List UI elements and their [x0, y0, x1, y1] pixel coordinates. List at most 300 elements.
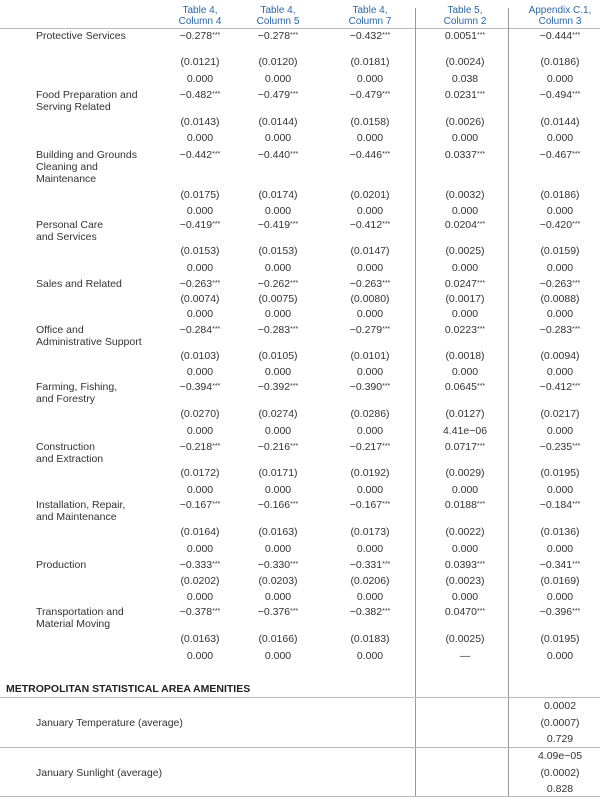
coefficient [515, 324, 600, 336]
coefficient [233, 559, 323, 571]
p-value: 0.000 [356, 73, 384, 85]
significance-stars: *** [212, 32, 221, 39]
coefficient [515, 219, 600, 231]
p-value: — [459, 650, 471, 662]
coefficient-value: −0.444 [539, 30, 573, 42]
significance-stars: *** [290, 280, 299, 287]
coefficient [155, 278, 245, 290]
row-label: Transportation and Material Moving [36, 606, 124, 630]
significance-stars: *** [290, 501, 299, 508]
significance-stars: *** [572, 561, 581, 568]
significance-stars: *** [290, 221, 299, 228]
p-value: 0.000 [451, 308, 479, 320]
standard-error: (0.0159) [540, 245, 580, 257]
coefficient [325, 559, 415, 571]
p-value: 0.000 [356, 484, 384, 496]
coefficient-value: −0.284 [179, 324, 213, 336]
coefficient-value: −0.283 [539, 324, 573, 336]
standard-error: (0.0270) [180, 408, 220, 420]
column-header: Table 4, Column 5 [256, 5, 300, 27]
p-value: 0.000 [264, 543, 292, 555]
coefficient [420, 278, 510, 290]
row-label: Farming, Fishing, and Forestry [36, 381, 118, 405]
p-value: 0.000 [186, 366, 214, 378]
significance-stars: *** [290, 608, 299, 615]
p-value: 0.000 [264, 205, 292, 217]
row-label: Personal Care and Services [36, 219, 104, 243]
p-value: 0.000 [186, 484, 214, 496]
p-value: 0.000 [356, 650, 384, 662]
coefficient [155, 499, 245, 511]
row-label: Sales and Related [36, 278, 122, 290]
coefficient [515, 559, 600, 571]
coefficient-value: −0.494 [539, 89, 573, 101]
significance-stars: *** [572, 383, 581, 390]
p-value: 0.000 [356, 366, 384, 378]
significance-stars: *** [382, 443, 391, 450]
standard-error: (0.0029) [445, 467, 485, 479]
standard-error: (0.0158) [350, 116, 390, 128]
standard-error: (0.0153) [180, 245, 220, 257]
column-header: Table 4, Column 7 [348, 5, 392, 27]
standard-error: (0.0173) [350, 526, 390, 538]
standard-error: (0.0174) [258, 189, 298, 201]
row-label: Office and Administrative Support [36, 324, 142, 348]
coefficient-value: −0.479 [257, 89, 291, 101]
coefficient [515, 499, 600, 511]
standard-error: (0.0127) [445, 408, 485, 420]
coefficient-value: −0.396 [539, 606, 573, 618]
p-value: 0.000 [546, 132, 574, 144]
significance-stars: *** [476, 561, 486, 568]
coefficient [233, 324, 323, 336]
coefficient [515, 89, 600, 101]
standard-error: (0.0202) [180, 575, 220, 587]
significance-stars: *** [476, 91, 486, 98]
significance-stars: *** [476, 443, 486, 450]
coefficient [155, 606, 245, 618]
p-value: 0.000 [264, 308, 292, 320]
coefficient [420, 324, 510, 336]
standard-error: (0.0075) [258, 293, 298, 305]
coefficient [420, 149, 510, 161]
significance-stars: *** [290, 91, 299, 98]
coefficient [515, 441, 600, 453]
coefficient [233, 149, 323, 161]
coefficient [420, 499, 510, 511]
significance-stars: *** [382, 326, 391, 333]
coefficient [233, 219, 323, 231]
amenity-value: 0.828 [546, 783, 574, 795]
standard-error: (0.0166) [258, 633, 298, 645]
standard-error: (0.0026) [445, 116, 485, 128]
coefficient-value: 0.0223 [444, 324, 477, 336]
coefficient-value: −0.376 [257, 606, 291, 618]
significance-stars: *** [572, 326, 581, 333]
coefficient-value: −0.331 [349, 559, 383, 571]
significance-stars: *** [382, 561, 391, 568]
p-value: 0.000 [264, 591, 292, 603]
coefficient [325, 149, 415, 161]
p-value: 0.000 [546, 262, 574, 274]
p-value: 0.000 [546, 308, 574, 320]
significance-stars: *** [382, 221, 391, 228]
p-value: 0.000 [264, 73, 292, 85]
coefficient [420, 381, 510, 393]
coefficient-value: 0.0231 [444, 89, 477, 101]
significance-stars: *** [382, 501, 391, 508]
standard-error: (0.0101) [350, 350, 390, 362]
amenity-value: 0.729 [546, 733, 574, 745]
significance-stars: *** [212, 280, 221, 287]
coefficient-value: 0.0717 [444, 441, 477, 453]
standard-error: (0.0274) [258, 408, 298, 420]
coefficient [325, 278, 415, 290]
significance-stars: *** [476, 501, 486, 508]
standard-error: (0.0186) [540, 189, 580, 201]
significance-stars: *** [382, 608, 391, 615]
p-value: 0.000 [356, 308, 384, 320]
standard-error: (0.0103) [180, 350, 220, 362]
significance-stars: *** [290, 561, 299, 568]
standard-error: (0.0088) [540, 293, 580, 305]
p-value: 0.000 [264, 262, 292, 274]
coefficient-value: 0.0188 [444, 499, 477, 511]
significance-stars: *** [572, 608, 581, 615]
coefficient-value: −0.432 [349, 30, 383, 42]
p-value: 0.000 [451, 543, 479, 555]
coefficient [325, 381, 415, 393]
coefficient-value: −0.330 [257, 559, 291, 571]
standard-error: (0.0018) [445, 350, 485, 362]
header-divider [0, 28, 600, 29]
standard-error: (0.0144) [258, 116, 298, 128]
coefficient [155, 559, 245, 571]
standard-error: (0.0017) [445, 293, 485, 305]
row-divider [0, 747, 600, 748]
significance-stars: *** [212, 383, 221, 390]
significance-stars: *** [290, 443, 299, 450]
p-value: 0.000 [186, 262, 214, 274]
column-header: Table 4, Column 4 [178, 5, 222, 27]
significance-stars: *** [476, 383, 486, 390]
significance-stars: *** [212, 221, 221, 228]
coefficient-value: 0.0470 [444, 606, 477, 618]
standard-error: (0.0074) [180, 293, 220, 305]
coefficient [325, 30, 415, 42]
standard-error: (0.0143) [180, 116, 220, 128]
standard-error: (0.0195) [540, 467, 580, 479]
significance-stars: *** [572, 221, 581, 228]
p-value: 0.000 [186, 543, 214, 555]
coefficient-value: −0.278 [257, 30, 291, 42]
coefficient [233, 89, 323, 101]
significance-stars: *** [212, 501, 221, 508]
p-value: 0.000 [264, 425, 292, 437]
coefficient-value: −0.390 [349, 381, 383, 393]
coefficient-value: −0.392 [257, 381, 291, 393]
standard-error: (0.0024) [445, 56, 485, 68]
row-label: Building and Grounds Cleaning and Maintenance [36, 149, 137, 185]
coefficient [325, 219, 415, 231]
significance-stars: *** [382, 151, 391, 158]
coefficient-value: −0.263 [349, 278, 383, 290]
column-header: Appendix C.1, Column 3 [528, 5, 592, 27]
coefficient-value: −0.482 [179, 89, 213, 101]
standard-error: (0.0186) [540, 56, 580, 68]
coefficient-value: 0.0645 [444, 381, 477, 393]
p-value: 0.000 [186, 205, 214, 217]
coefficient-value: −0.262 [257, 278, 291, 290]
coefficient [420, 559, 510, 571]
row-label: January Temperature (average) [36, 717, 183, 729]
p-value: 0.000 [451, 132, 479, 144]
significance-stars: *** [382, 32, 391, 39]
p-value: 0.000 [186, 650, 214, 662]
standard-error: (0.0206) [350, 575, 390, 587]
standard-error: (0.0032) [445, 189, 485, 201]
standard-error: (0.0164) [180, 526, 220, 538]
coefficient-value: 0.0393 [444, 559, 477, 571]
standard-error: (0.0195) [540, 633, 580, 645]
coefficient-value: −0.263 [179, 278, 213, 290]
coefficient-value: −0.382 [349, 606, 383, 618]
p-value: 0.000 [546, 73, 574, 85]
p-value: 4.41e−06 [442, 425, 488, 437]
p-value: 0.000 [186, 73, 214, 85]
coefficient-value: −0.216 [257, 441, 291, 453]
coefficient [420, 89, 510, 101]
coefficient [155, 381, 245, 393]
coefficient [233, 381, 323, 393]
coefficient [515, 381, 600, 393]
coefficient-value: −0.279 [349, 324, 383, 336]
significance-stars: *** [290, 32, 299, 39]
p-value: 0.000 [356, 591, 384, 603]
significance-stars: *** [572, 501, 581, 508]
coefficient-value: −0.479 [349, 89, 383, 101]
significance-stars: *** [572, 443, 581, 450]
p-value: 0.000 [356, 543, 384, 555]
p-value: 0.000 [451, 205, 479, 217]
significance-stars: *** [476, 151, 486, 158]
p-value: 0.000 [356, 425, 384, 437]
p-value: 0.000 [451, 366, 479, 378]
coefficient-value: 0.0247 [444, 278, 477, 290]
significance-stars: *** [476, 280, 486, 287]
standard-error: (0.0120) [258, 56, 298, 68]
coefficient-value: 0.0337 [444, 149, 477, 161]
coefficient [233, 278, 323, 290]
significance-stars: *** [212, 151, 221, 158]
p-value: 0.000 [451, 484, 479, 496]
row-label: Food Preparation and Serving Related [36, 89, 138, 113]
standard-error: (0.0025) [445, 245, 485, 257]
p-value: 0.000 [451, 262, 479, 274]
coefficient-value: −0.341 [539, 559, 573, 571]
coefficient-value: −0.467 [539, 149, 573, 161]
row-label: Installation, Repair, and Maintenance [36, 499, 126, 523]
coefficient-value: −0.446 [349, 149, 383, 161]
amenity-value: 4.09e−05 [537, 750, 583, 762]
standard-error: (0.0025) [445, 633, 485, 645]
coefficient [233, 441, 323, 453]
coefficient-value: −0.420 [539, 219, 573, 231]
coefficient-value: −0.167 [179, 499, 213, 511]
column-header: Table 5, Column 2 [443, 5, 487, 27]
p-value: 0.000 [546, 425, 574, 437]
significance-stars: *** [382, 383, 391, 390]
p-value: 0.000 [546, 591, 574, 603]
standard-error: (0.0203) [258, 575, 298, 587]
standard-error: (0.0192) [350, 467, 390, 479]
coefficient-value: −0.166 [257, 499, 291, 511]
coefficient-value: −0.419 [257, 219, 291, 231]
coefficient [155, 89, 245, 101]
coefficient [155, 324, 245, 336]
coefficient-value: 0.0204 [444, 219, 477, 231]
coefficient [420, 219, 510, 231]
coefficient [233, 606, 323, 618]
coefficient-value: −0.184 [539, 499, 573, 511]
amenity-value: (0.0002) [540, 766, 580, 779]
coefficient-value: −0.283 [257, 324, 291, 336]
significance-stars: *** [290, 383, 299, 390]
coefficient [325, 324, 415, 336]
standard-error: (0.0169) [540, 575, 580, 587]
coefficient-value: −0.218 [179, 441, 213, 453]
row-label: Protective Services [36, 30, 126, 42]
significance-stars: *** [476, 32, 486, 39]
significance-stars: *** [212, 91, 221, 98]
standard-error: (0.0094) [540, 350, 580, 362]
standard-error: (0.0153) [258, 245, 298, 257]
p-value: 0.000 [546, 543, 574, 555]
p-value: 0.000 [546, 366, 574, 378]
coefficient [155, 30, 245, 42]
standard-error: (0.0080) [350, 293, 390, 305]
row-label: Production [36, 559, 87, 571]
coefficient-value: −0.333 [179, 559, 213, 571]
standard-error: (0.0163) [180, 633, 220, 645]
amenity-value: (0.0007) [540, 716, 580, 729]
p-value: 0.000 [356, 132, 384, 144]
significance-stars: *** [212, 443, 221, 450]
coefficient [515, 606, 600, 618]
significance-stars: *** [212, 326, 221, 333]
standard-error: (0.0171) [258, 467, 298, 479]
coefficient-value: −0.263 [539, 278, 573, 290]
standard-error: (0.0121) [180, 56, 220, 68]
coefficient-value: −0.440 [257, 149, 291, 161]
significance-stars: *** [572, 151, 581, 158]
p-value: 0.038 [451, 73, 479, 85]
standard-error: (0.0147) [350, 245, 390, 257]
significance-stars: *** [212, 608, 221, 615]
coefficient [420, 606, 510, 618]
coefficient [155, 441, 245, 453]
coefficient [420, 441, 510, 453]
section-title: METROPOLITAN STATISTICAL AREA AMENITIES [6, 683, 251, 695]
coefficient [325, 89, 415, 101]
coefficient [515, 278, 600, 290]
coefficient [515, 30, 600, 42]
coefficient-value: −0.442 [179, 149, 213, 161]
p-value: 0.000 [186, 132, 214, 144]
coefficient [420, 30, 510, 42]
coefficient [155, 219, 245, 231]
p-value: 0.000 [356, 262, 384, 274]
standard-error: (0.0286) [350, 408, 390, 420]
coefficient-value: −0.394 [179, 381, 213, 393]
coefficient [515, 149, 600, 161]
section-divider [0, 697, 600, 698]
p-value: 0.000 [186, 591, 214, 603]
coefficient-value: −0.167 [349, 499, 383, 511]
standard-error: (0.0201) [350, 189, 390, 201]
standard-error: (0.0217) [540, 408, 580, 420]
p-value: 0.000 [546, 205, 574, 217]
standard-error: (0.0144) [540, 116, 580, 128]
p-value: 0.000 [451, 591, 479, 603]
standard-error: (0.0181) [350, 56, 390, 68]
coefficient-value: −0.412 [349, 219, 383, 231]
significance-stars: *** [476, 221, 486, 228]
amenity-value: 0.0002 [543, 700, 577, 712]
p-value: 0.000 [186, 308, 214, 320]
column-divider [415, 8, 416, 796]
standard-error: (0.0172) [180, 467, 220, 479]
standard-error: (0.0183) [350, 633, 390, 645]
significance-stars: *** [572, 91, 581, 98]
significance-stars: *** [572, 32, 581, 39]
coefficient [325, 441, 415, 453]
coefficient-value: 0.0051 [444, 30, 477, 42]
coefficient [155, 149, 245, 161]
coefficient-value: −0.419 [179, 219, 213, 231]
significance-stars: *** [212, 561, 221, 568]
coefficient-value: −0.217 [349, 441, 383, 453]
standard-error: (0.0163) [258, 526, 298, 538]
standard-error: (0.0105) [258, 350, 298, 362]
p-value: 0.000 [264, 650, 292, 662]
coefficient-value: −0.278 [179, 30, 213, 42]
standard-error: (0.0136) [540, 526, 580, 538]
row-label: Construction and Extraction [36, 441, 104, 465]
coefficient-value: −0.412 [539, 381, 573, 393]
p-value: 0.000 [186, 425, 214, 437]
significance-stars: *** [290, 151, 299, 158]
significance-stars: *** [572, 280, 581, 287]
p-value: 0.000 [546, 484, 574, 496]
significance-stars: *** [290, 326, 299, 333]
significance-stars: *** [476, 326, 486, 333]
p-value: 0.000 [264, 484, 292, 496]
coefficient-value: −0.235 [539, 441, 573, 453]
coefficient-value: −0.378 [179, 606, 213, 618]
significance-stars: *** [476, 608, 486, 615]
p-value: 0.000 [546, 650, 574, 662]
standard-error: (0.0023) [445, 575, 485, 587]
coefficient [325, 606, 415, 618]
coefficient [233, 499, 323, 511]
coefficient [325, 499, 415, 511]
coefficient [233, 30, 323, 42]
p-value: 0.000 [264, 366, 292, 378]
significance-stars: *** [382, 91, 391, 98]
significance-stars: *** [382, 280, 391, 287]
p-value: 0.000 [356, 205, 384, 217]
